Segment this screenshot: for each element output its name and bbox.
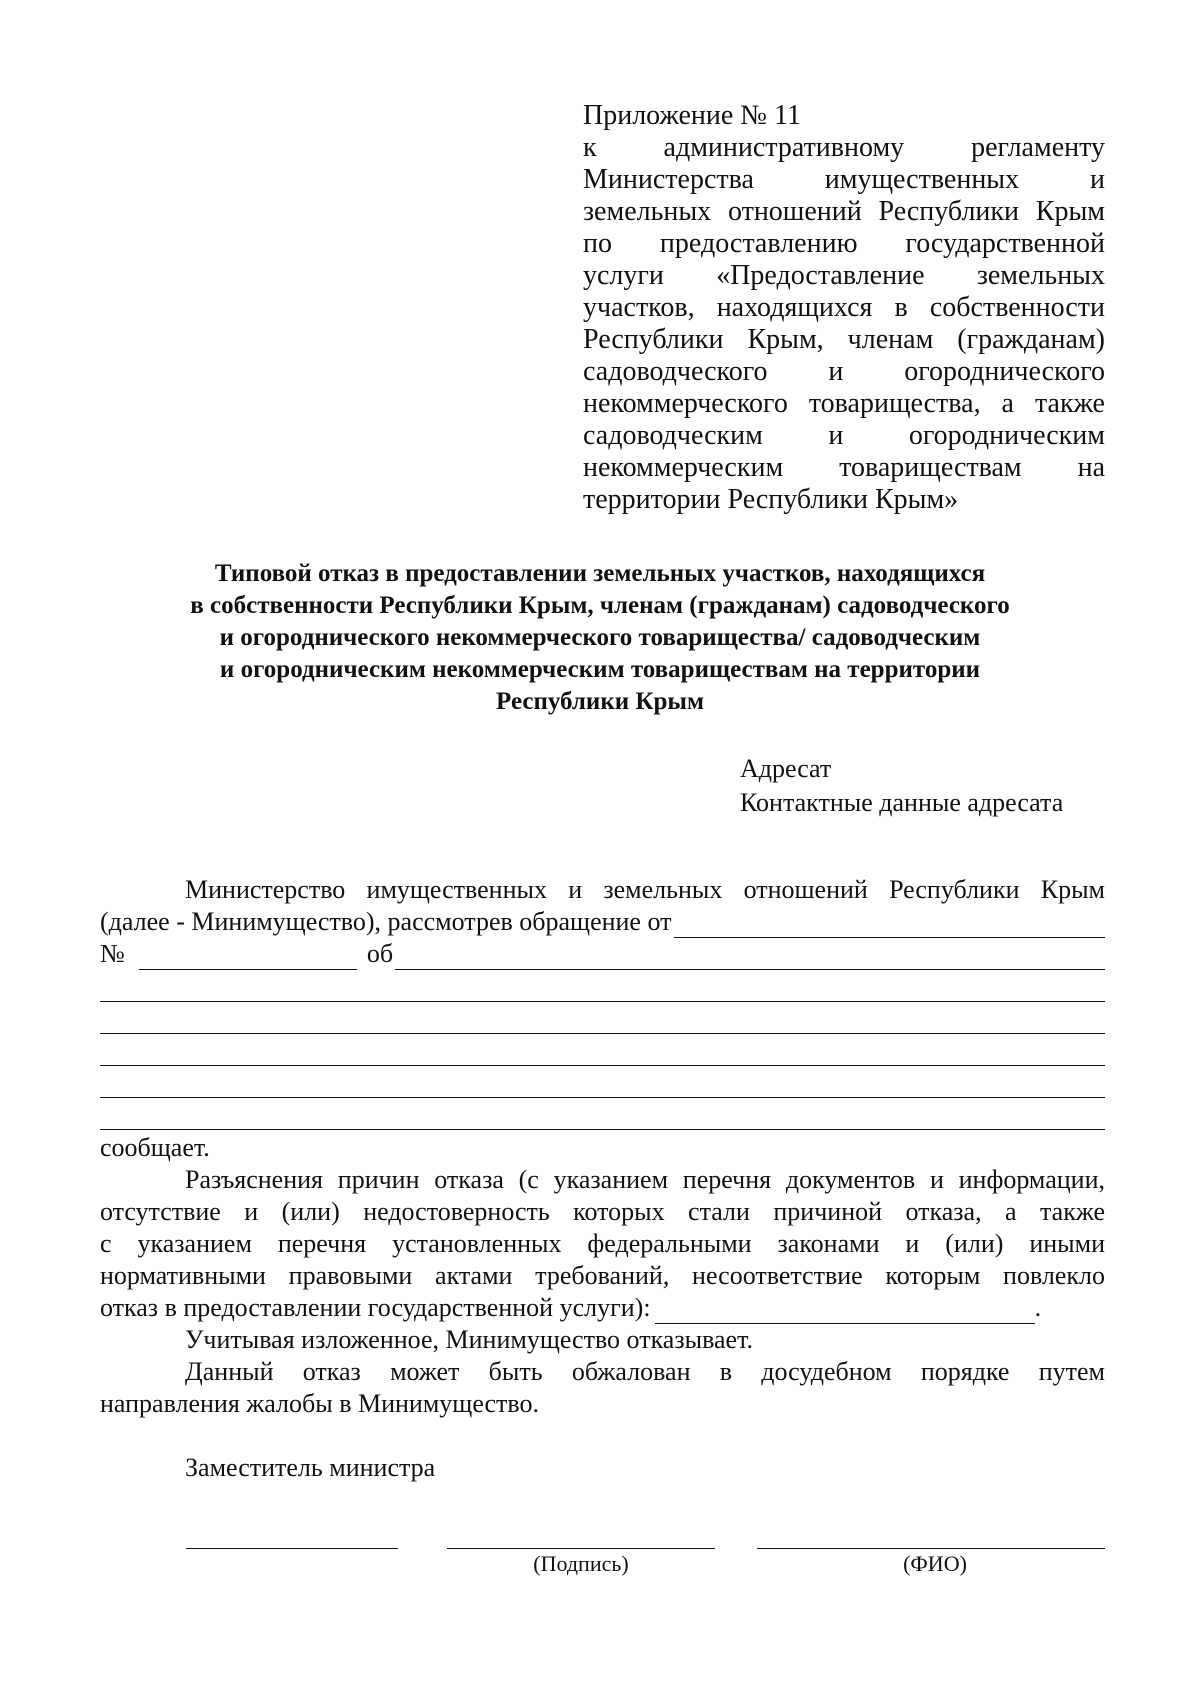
- intro-line: Министерство имущественных и земельных отношений Республики Крым: [185, 875, 1105, 904]
- reasons-line: с указанием перечня установленных федеральными законами и (или) иными: [100, 1229, 1105, 1258]
- request-number-blank[interactable]: [139, 945, 357, 970]
- appeal-line: направления жалобы в Минимущество.: [100, 1389, 540, 1418]
- reasons-line: Разъяснения причин отказа (с указанием перечня документов и информации,: [185, 1165, 1105, 1194]
- annex-line: некоммерческим товариществам на: [583, 452, 1105, 483]
- signature-caption: (Подпись): [533, 1551, 629, 1576]
- addressee-block: [740, 752, 1063, 820]
- annex-line: земельных отношений Республики Крым: [583, 196, 1105, 227]
- annex-line: Республики Крым, членам (гражданам): [583, 324, 1105, 355]
- annex-line: к административному регламенту: [583, 132, 1105, 163]
- annex-line: услуги «Предоставление земельных: [583, 260, 1105, 291]
- request-from-row: [100, 906, 1105, 938]
- request-subject-blank[interactable]: [395, 945, 1105, 970]
- intro-line: (далее - Минимущество), рассмотрев обращение от: [100, 907, 672, 936]
- about-label: об: [366, 939, 394, 968]
- annex-line: Министерства имущественных и: [583, 164, 1105, 195]
- request-number-row: [100, 938, 1105, 970]
- subject-blank-line[interactable]: [100, 1066, 1105, 1098]
- reports-text: сообщает.: [100, 1133, 210, 1162]
- name-blank[interactable]: [757, 1548, 1105, 1549]
- conclusion-text: Учитывая изложенное, Минимущество отказывает.: [185, 1325, 754, 1354]
- appeal-row: [100, 1388, 1105, 1420]
- title-line: в собственности Республики Крым, членам (гражданам) садоводческого: [190, 592, 1010, 619]
- annex-line: садоводческого и огороднического: [583, 356, 1105, 387]
- signatory-position: Заместитель министра: [185, 1453, 436, 1482]
- annex-number: Приложение № 11: [583, 100, 801, 131]
- title-line: Типовой отказ в предоставлении земельных участков, находящихся: [214, 560, 986, 587]
- title-line: и огородническим некоммерческим товариществам на территории: [219, 656, 981, 683]
- document-body: [100, 874, 1105, 1420]
- annex-block: [583, 100, 1105, 516]
- subject-blank-line[interactable]: [100, 1098, 1105, 1130]
- reports-row: [100, 1130, 1105, 1164]
- annex-line: некоммерческого товарищества, а также: [583, 388, 1105, 419]
- reasons-end: .: [1034, 1293, 1042, 1322]
- reasons-last-row: [100, 1292, 1105, 1324]
- reasons-blank[interactable]: [655, 1299, 1035, 1324]
- annex-line: по предоставлению государственной: [583, 228, 1105, 259]
- title-line: Республики Крым: [496, 688, 704, 715]
- reasons-line: отсутствие и (или) недостоверность которых стали причиной отказа, а также: [100, 1197, 1105, 1226]
- date-blank[interactable]: [186, 1548, 398, 1549]
- subject-blank-line[interactable]: [100, 1034, 1105, 1066]
- reasons-line: нормативными правовыми актами требований, несоответствие которым повлекло: [100, 1261, 1105, 1290]
- conclusion-row: [100, 1324, 1105, 1356]
- number-label: №: [100, 939, 125, 968]
- annex-line: участков, находящихся в собственности: [583, 292, 1105, 323]
- title-line: и огороднического некоммерческого товарищества/ садоводческим: [219, 624, 981, 651]
- addressee-contacts: Контактные данные адресата: [740, 788, 1064, 817]
- addressee-name: Адресат: [740, 754, 832, 783]
- reasons-line: отказ в предоставлении государственной услуги):: [100, 1293, 651, 1322]
- document-title: [100, 558, 1100, 718]
- applicant-blank[interactable]: [674, 913, 1106, 938]
- subject-blank-line[interactable]: [100, 970, 1105, 1002]
- subject-blank-line[interactable]: [100, 1002, 1105, 1034]
- signature-blank[interactable]: [447, 1548, 715, 1549]
- name-caption: (ФИО): [903, 1551, 967, 1576]
- appeal-line: Данный отказ может быть обжалован в досудебном порядке путем: [185, 1357, 1105, 1386]
- annex-line: садоводческим и огородническим: [583, 420, 1105, 451]
- annex-line: территории Республики Крым»: [583, 484, 959, 515]
